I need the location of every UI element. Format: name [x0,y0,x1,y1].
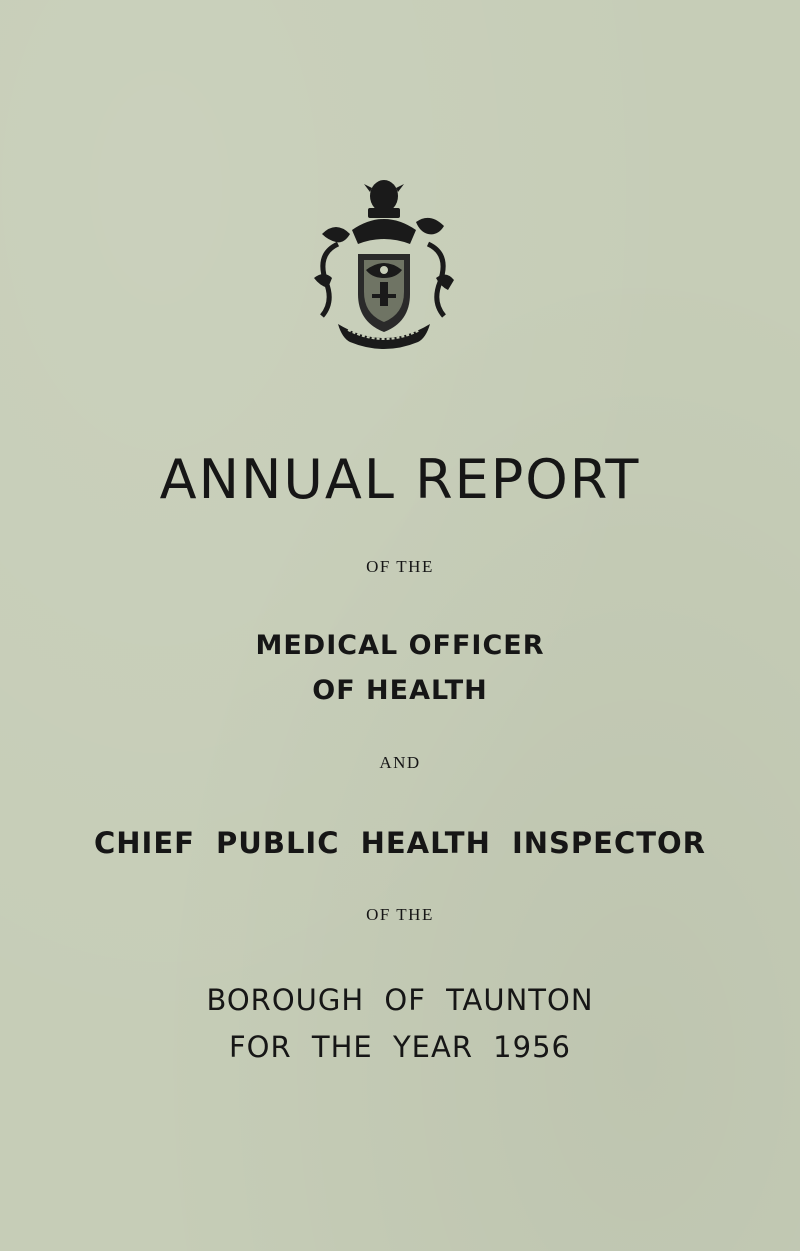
and-connector: AND [379,753,421,772]
coat-of-arms-emblem [308,174,458,354]
borough-name: BOROUGH OF TAUNTON [206,983,594,1017]
office-line-2: OF HEALTH [312,675,488,706]
of-the-connector-2: OF THE [366,905,434,924]
office-line-1: MEDICAL OFFICER [255,630,545,661]
report-title: ANNUAL REPORT [159,448,641,511]
report-year: FOR THE YEAR 1956 [229,1030,571,1064]
office-line-3: CHIEF PUBLIC HEALTH INSPECTOR [93,826,707,860]
of-the-connector: OF THE [366,557,434,576]
